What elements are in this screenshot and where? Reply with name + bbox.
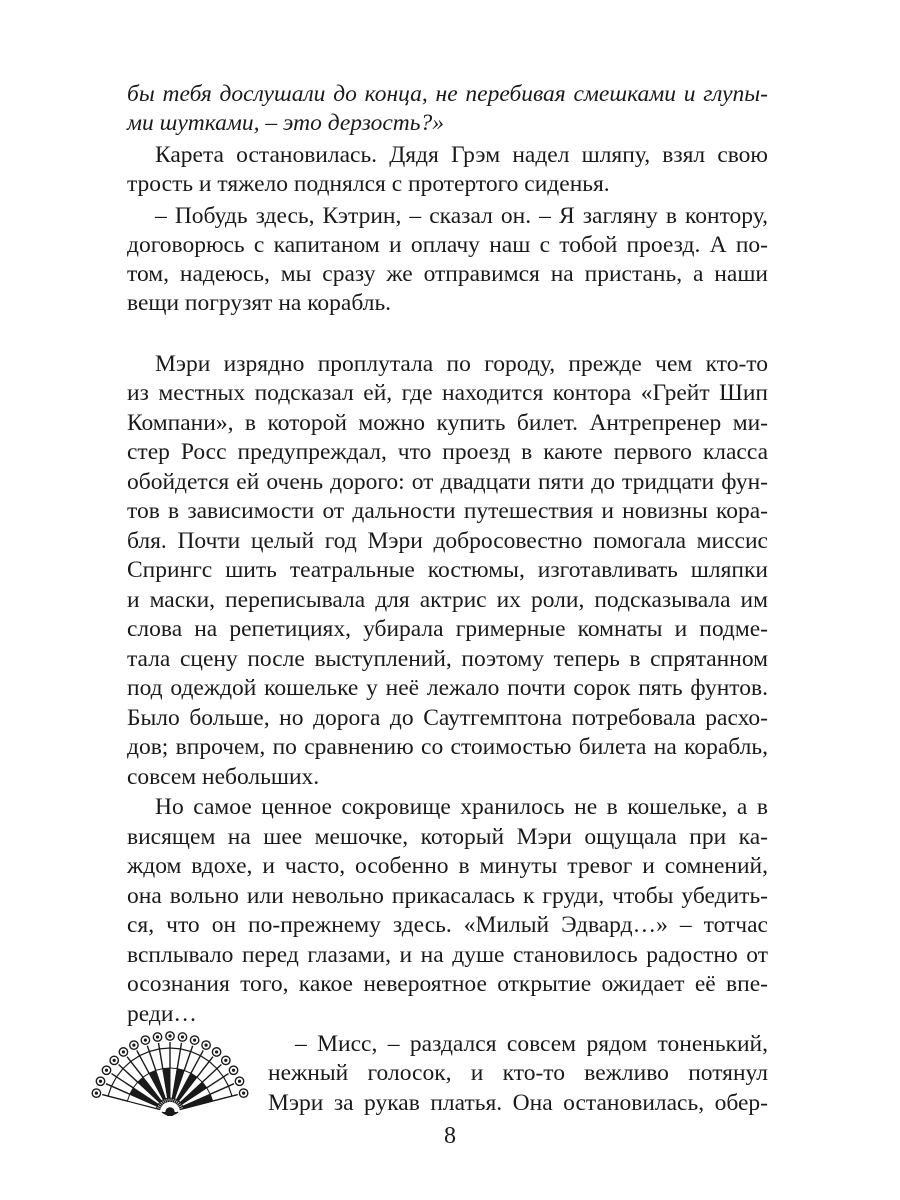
text-line: ми шутками, – это дерзость?» (127, 110, 444, 136)
text-line: всплывало перед глазами, и на душе становилось радостно от (127, 942, 768, 968)
text-line: она вольно или невольно прикасалась к груди, чтобы убедить- (127, 883, 768, 909)
hand-fan-icon (86, 1020, 254, 1116)
text-line: Мэри за рукав платья. Она остановилась, обер- (268, 1090, 768, 1116)
text-line: вещи погрузят на корабль. (127, 290, 392, 316)
text-line: – Побудь здесь, Кэтрин, – сказал он. – Я загляну в контору, (155, 203, 768, 229)
text-line: осознания того, какое невероятное открытие ожидает её впе- (127, 971, 768, 997)
text-line: Было больше, но дорога до Саутгемптона потребовала расхо- (127, 705, 768, 731)
text-line: договорюсь с капитаном и оплачу наш с тобой проезд. А по- (127, 232, 768, 258)
text-line: из местных подсказал ей, где находится контора «Грейт Шип (127, 380, 768, 406)
text-line: дов; впрочем, по сравнению со стоимостью билета на корабль, (127, 734, 768, 760)
text-line: – Мисс, – раздался совсем рядом тоненький, (295, 1031, 768, 1057)
text-line: том, надеюсь, мы сразу же отправимся на пристань, а наши (127, 261, 768, 287)
text-line: нежный голосок, и кто-то вежливо потянул (268, 1060, 768, 1086)
text-line: бы тебя дослушали до конца, не перебивая смешками и глупы- (127, 81, 768, 107)
text-line: и маски, переписывала для актрис их роли, подсказывала им (127, 587, 768, 613)
text-line: Компани», в которой можно купить билет. Антрепренер ми- (127, 410, 768, 436)
text-line: ждом вдохе, и часто, особенно в минуты тревог и сомнений, (127, 853, 768, 879)
text-line: висящем на шее мешочке, который Мэри ощущала при ка- (127, 824, 768, 850)
text-line: бля. Почти целый год Мэри добросовестно помогала миссис (127, 528, 768, 554)
text-line: под одеждой кошельке у неё лежало почти сорок пять фунтов. (127, 675, 768, 701)
page-number: 8 (444, 1123, 456, 1149)
text-line: трость и тяжело поднялся с протертого сиденья. (127, 171, 610, 197)
text-line: стер Росс предупреждал, что проезд в каюте первого класса (127, 439, 768, 465)
text-line: обойдется ей очень дорого: от двадцати пяти до тридцати фун- (127, 469, 768, 495)
text-line: тала сцену после выступлений, поэтому теперь в спрятанном (127, 646, 768, 672)
text-line: ся, что он по-прежнему здесь. «Милый Эдвард…» – тотчас (127, 912, 768, 938)
text-line: совсем небольших. (127, 764, 320, 790)
text-line: слова на репетициях, убирала гримерные комнаты и подме- (127, 616, 768, 642)
text-line: тов в зависимости от дальности путешествия и новизны кора- (127, 498, 768, 524)
text-line: Но самое ценное сокровище хранилось не в кошельке, а в (155, 794, 768, 820)
text-line: Карета остановилась. Дядя Грэм надел шляпу, взял свою (155, 142, 768, 168)
text-line: реди… (127, 1001, 197, 1027)
text-line: Мэри изрядно проплутала по городу, прежде чем кто-то (155, 351, 768, 377)
text-line: Спрингс шить театральные костюмы, изготавливать шляпки (127, 557, 768, 583)
